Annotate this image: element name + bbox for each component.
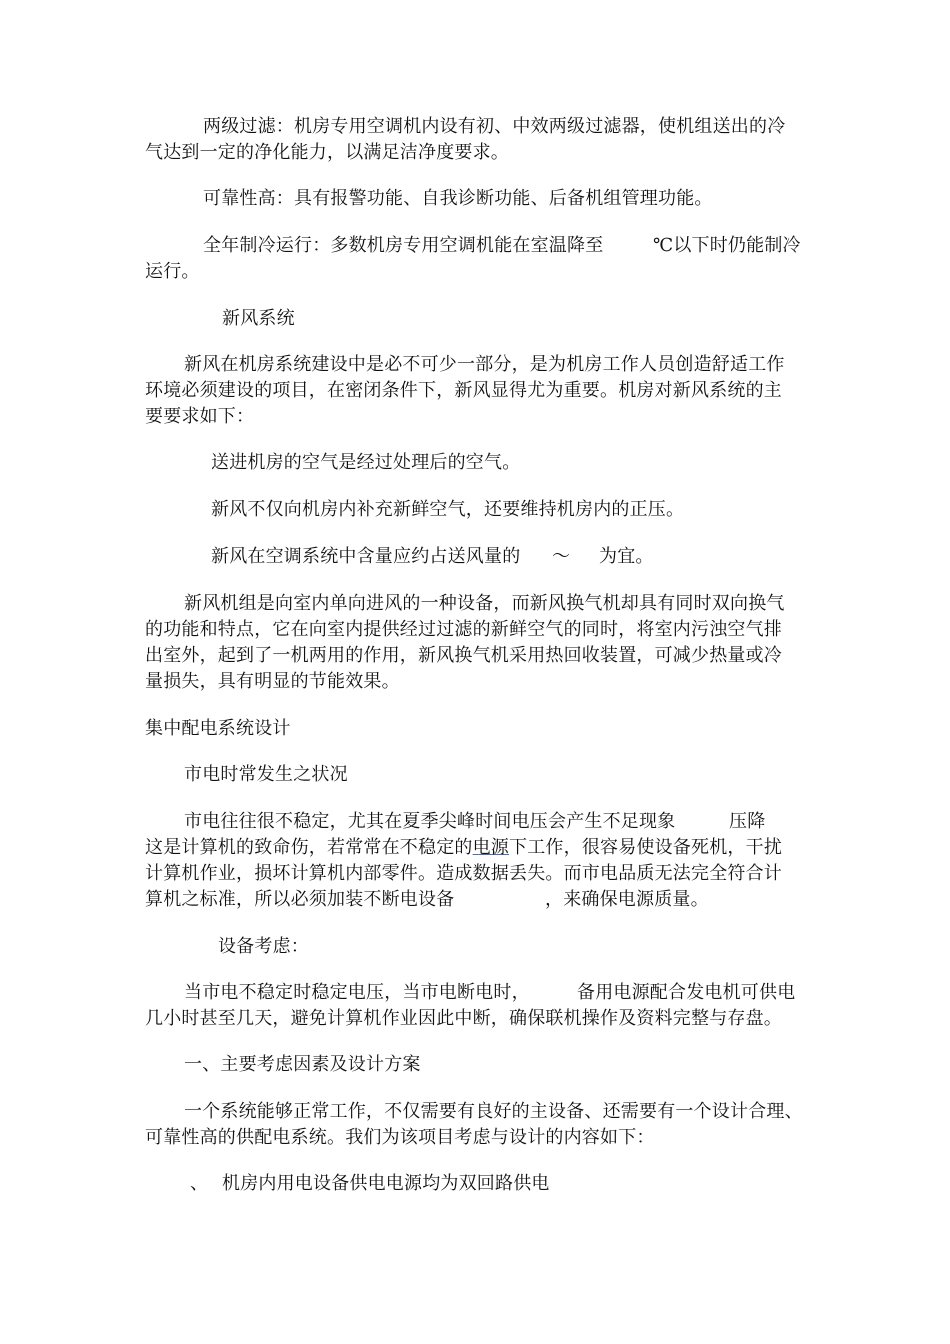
subsection-heading: 设备考虑： [218,936,309,957]
list-marker: 、 [190,1173,209,1194]
text-run: 这是计算机的致命伤，若常常在不稳定的 [145,837,473,858]
section-heading: 集中配电系统设计 [145,718,291,739]
list-item: 机房内用电设备供电电源均为双回路供电 [222,1173,550,1194]
paragraph-line: 压降 [729,811,766,832]
paragraph-line: 运行。 [145,261,200,282]
paragraph-line: 新风机组是向室内单向进风的一种设备，而新风换气机却具有同时双向换气 [184,593,785,614]
paragraph-line [145,835,782,861]
paragraph-line: ℃以下时仍能制冷 [653,235,801,256]
paragraph-line: 当市电不稳定时稳定电压，当市电断电时， [184,982,530,1003]
paragraph-line: 市电往往很不稳定，尤其在夏季尖峰时间电压会产生不足现象 [184,811,676,832]
paragraph-line: ，来确保电源质量。 [545,889,709,910]
section-heading: 新风系统 [222,308,295,329]
text-run: 下工作，很容易使设备死机，干扰 [509,837,783,858]
paragraph-line: 新风在机房系统建设中是必不可少一部分，是为机房工作人员创造舒适工作 [184,354,785,375]
list-item: 新风在空调系统中含量应约占送风量的 [211,546,521,567]
paragraph-line: 可靠性高：具有报警功能、自我诊断功能、后备机组管理功能。 [203,188,713,209]
paragraph-line: 量损失，具有明显的节能效果。 [145,671,400,692]
paragraph-line: 一个系统能够正常工作，不仅需要有良好的主设备、还需要有一个设计合理、 [184,1101,803,1122]
paragraph-line: 备用电源配合发电机可供电 [577,982,796,1003]
list-item: 新风不仅向机房内补充新鲜空气，还要维持机房内的正压。 [211,499,685,520]
paragraph-line: 两级过滤：机房专用空调机内设有初、中效两级过滤器，使机组送出的冷 [203,116,786,137]
paragraph-line: 的功能和特点，它在向室内提供经过过滤的新鲜空气的同时，将室内污浊空气排 [145,619,782,640]
paragraph-line: 计算机作业，损坏计算机内部零件。造成数据丢失。而市电品质无法完全符合计 [145,863,782,884]
paragraph-line: 可靠性高的供配电系统。我们为该项目考虑与设计的内容如下： [145,1127,655,1148]
paragraph-line: 气达到一定的净化能力，以满足洁净度要求。 [145,142,509,163]
paragraph-line: 出室外，起到了一机两用的作用，新风换气机采用热回收装置，可减少热量或冷 [145,645,782,666]
paragraph-line: 全年制冷运行：多数机房专用空调机能在室温降至 [203,235,604,256]
paragraph-line: 几小时甚至几天，避免计算机作业因此中断，确保联机操作及资料完整与存盘。 [145,1008,782,1029]
paragraph-line: 环境必须建设的项目，在密闭条件下，新风显得尤为重要。机房对新风系统的主 [145,380,782,401]
underlined-term: 电源 [472,837,510,858]
list-item-part: 为宜。 [599,546,654,567]
list-item-part: ～ [552,546,571,567]
subsection-heading: 一、主要考虑因素及设计方案 [184,1054,421,1075]
paragraph-line: 算机之标准，所以必须加装不断电设备 [145,889,455,910]
subsection-heading: 市电时常发生之状况 [184,764,348,785]
paragraph-line: 要要求如下： [145,406,255,427]
list-item: 送进机房的空气是经过处理后的空气。 [211,452,521,473]
